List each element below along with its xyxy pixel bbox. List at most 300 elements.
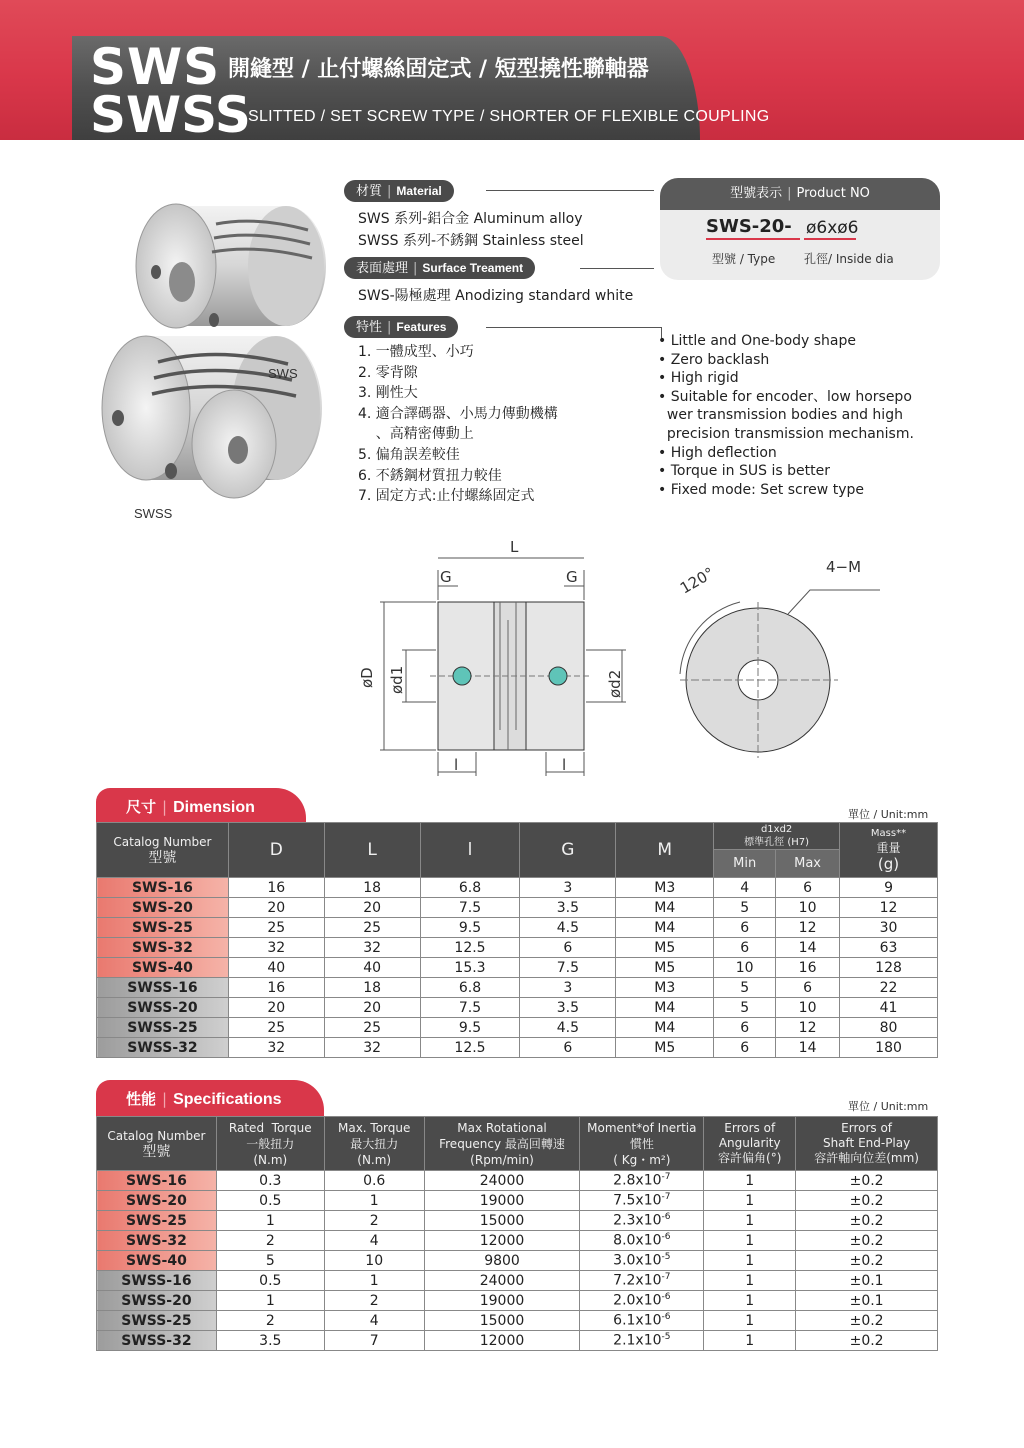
- dim-cell-G: 4.5: [520, 1018, 616, 1038]
- dim-cell-l: 9.5: [420, 918, 520, 938]
- dim-cell-catalog: SWSS-25: [97, 1018, 229, 1038]
- dim-cell-l: 12.5: [420, 938, 520, 958]
- spec-cell-endplay: ±0.1: [796, 1291, 938, 1311]
- feature-zh-item: 1. 一體成型、小巧: [358, 344, 474, 360]
- dim-col-L: L: [324, 823, 420, 878]
- spec-cell-rated: 1: [216, 1291, 324, 1311]
- dim-cell-max: 16: [776, 958, 840, 978]
- spec-cell-rpm: 15000: [424, 1211, 580, 1231]
- table-row: [97, 1331, 938, 1351]
- surface-pill: 表面處理 | Surface Treament: [344, 257, 535, 279]
- spec-cell-rpm: 15000: [424, 1311, 580, 1331]
- dim-cell-l: 15.3: [420, 958, 520, 978]
- spec-col-ang-en2: Angularity: [718, 1136, 781, 1150]
- table-row: [97, 1191, 938, 1211]
- spec-cell-inertia-exp: -6: [661, 1232, 671, 1243]
- drawing-label-d1: ød1: [388, 665, 406, 694]
- feature-en-item: • Little and One-body shape: [658, 333, 856, 349]
- dim-cell-min: 5: [714, 978, 776, 998]
- dim-col-min: Min: [714, 850, 776, 878]
- product-no-sub-dia: 孔徑/ Inside dia: [804, 252, 894, 266]
- dim-cell-l: 9.5: [420, 1018, 520, 1038]
- dim-cell-D: 32: [228, 938, 324, 958]
- dim-cell-L: 18: [324, 978, 420, 998]
- spec-cell-rated: 2: [216, 1311, 324, 1331]
- spec-cell-inertia-base: 6.1x10: [613, 1312, 662, 1329]
- spec-cell-inertia-exp: -7: [661, 1272, 671, 1283]
- spec-cell-catalog: SWS-32: [97, 1231, 217, 1251]
- dimension-table-body: [97, 878, 938, 1058]
- dim-cell-L: 25: [324, 918, 420, 938]
- feature-zh-item: 、高精密傳動上: [358, 426, 474, 443]
- dim-cell-D: 40: [228, 958, 324, 978]
- spec-title-zh: 性能: [126, 1090, 157, 1108]
- spec-cell-endplay: ±0.2: [796, 1231, 938, 1251]
- dim-cell-mass: 128: [840, 958, 938, 978]
- table-row: [97, 998, 938, 1018]
- dim-cell-G: 3.5: [520, 998, 616, 1018]
- feature-zh-item: 3. 剛性大: [358, 385, 418, 402]
- dim-cell-L: 32: [324, 938, 420, 958]
- dim-cell-max: 6: [776, 878, 840, 898]
- spec-cell-inertia: [580, 1331, 704, 1351]
- spec-cell-rated: 1: [216, 1211, 324, 1231]
- features-pill: 特性 | Features: [344, 316, 458, 338]
- product-no-sub-type: 型號 / Type: [712, 252, 776, 266]
- material-rule: [486, 190, 654, 191]
- spec-cell-endplay: ±0.1: [796, 1271, 938, 1291]
- dim-cell-D: 20: [228, 998, 324, 1018]
- dim-cell-mass: 41: [840, 998, 938, 1018]
- spec-cell-inertia-base: 2.0x10: [613, 1292, 662, 1309]
- spec-col-rot-en: Max Rotational: [457, 1120, 547, 1135]
- surface-rule: [580, 268, 654, 269]
- feature-en-item: • Zero backlash: [658, 351, 770, 368]
- product-no-underline-dia: [804, 238, 856, 240]
- dim-cell-max: 14: [776, 938, 840, 958]
- spec-col-rotational: [424, 1117, 580, 1171]
- dim-cell-M: M5: [616, 958, 714, 978]
- dim-cell-max: 6: [776, 978, 840, 998]
- spec-cell-endplay: ±0.2: [796, 1331, 938, 1351]
- spec-col-endplay: [796, 1117, 938, 1171]
- spec-cell-inertia-exp: -6: [661, 1292, 671, 1303]
- feature-zh-item: 7. 固定方式:止付螺絲固定式: [358, 488, 535, 505]
- table-row: [97, 898, 938, 918]
- dim-cell-catalog: SWS-25: [97, 918, 229, 938]
- spec-cell-inertia: [580, 1171, 704, 1191]
- spec-cell-catalog: SWS-25: [97, 1211, 217, 1231]
- spec-col-inertia-unit: ( Kg・m²): [613, 1152, 671, 1167]
- spec-col-max: [324, 1117, 424, 1171]
- spec-cell-max: 4: [324, 1311, 424, 1331]
- dim-cell-L: 20: [324, 998, 420, 1018]
- spec-cell-angularity: 1: [704, 1231, 796, 1251]
- dim-cell-catalog: SWSS-16: [97, 978, 229, 998]
- table-row: [97, 938, 938, 958]
- dim-cell-min: 6: [714, 1038, 776, 1058]
- dim-cell-M: M5: [616, 1038, 714, 1058]
- spec-cell-inertia-exp: -7: [661, 1192, 671, 1203]
- dim-cell-catalog: SWS-20: [97, 898, 229, 918]
- spec-cell-angularity: 1: [704, 1311, 796, 1331]
- spec-cell-catalog: SWSS-32: [97, 1331, 217, 1351]
- dimension-title-zh: 尺寸: [126, 798, 157, 816]
- spec-cell-angularity: 1: [704, 1171, 796, 1191]
- specifications-table-body: [97, 1171, 938, 1351]
- dim-col-M: M: [616, 823, 714, 878]
- material-pill-en: Material: [396, 184, 442, 198]
- dim-col-bore: [714, 823, 840, 850]
- spec-cell-inertia-base: 8.0x10: [613, 1232, 662, 1249]
- dim-cell-min: 5: [714, 998, 776, 1018]
- product-no-underline-type: [706, 238, 800, 240]
- dimension-table: [96, 822, 938, 1058]
- dim-cell-D: 16: [228, 978, 324, 998]
- spec-cell-catalog: SWSS-16: [97, 1271, 217, 1291]
- surface-line-1: SWS-陽極處理 Anodizing standard white: [358, 288, 634, 304]
- surface-pill-en: Surface Treament: [422, 261, 524, 275]
- features-pill-zh: 特性: [356, 320, 383, 335]
- dim-cell-catalog: SWS-32: [97, 938, 229, 958]
- spec-cell-endplay: ±0.2: [796, 1171, 938, 1191]
- dim-cell-min: 6: [714, 1018, 776, 1038]
- table-row: [97, 878, 938, 898]
- spec-cell-catalog: SWSS-20: [97, 1291, 217, 1311]
- title-swss: SWSS: [90, 86, 251, 144]
- spec-cell-max: 10: [324, 1251, 424, 1271]
- feature-en-item: • High rigid: [658, 370, 739, 387]
- spec-cell-inertia-base: 2.3x10: [613, 1212, 662, 1229]
- features-rule: [486, 327, 662, 328]
- dim-cell-M: M4: [616, 998, 714, 1018]
- spec-col-inertia-zh: 慣性: [629, 1136, 654, 1151]
- table-row: [97, 1231, 938, 1251]
- feature-en-item: • Torque in SUS is better: [658, 463, 830, 480]
- spec-cell-endplay: ±0.2: [796, 1211, 938, 1231]
- spec-cell-inertia-exp: -6: [661, 1312, 671, 1323]
- dim-cell-max: 12: [776, 918, 840, 938]
- dim-cell-L: 20: [324, 898, 420, 918]
- swss-coupling-image: [102, 336, 322, 498]
- spec-cell-angularity: 1: [704, 1251, 796, 1271]
- dim-cell-M: M3: [616, 978, 714, 998]
- dim-col-bore-zh: 標準孔徑 (H7): [744, 837, 810, 848]
- feature-zh-item: 4. 適合譯碼器、小馬力傳動機構: [358, 405, 558, 422]
- dim-cell-max: 12: [776, 1018, 840, 1038]
- dim-cell-mass: 22: [840, 978, 938, 998]
- dim-cell-G: 3: [520, 878, 616, 898]
- material-line-2: SWSS 系列-不銹鋼 Stainless steel: [358, 233, 584, 249]
- spec-cell-max: 4: [324, 1231, 424, 1251]
- spec-cell-endplay: ±0.2: [796, 1191, 938, 1211]
- table-row: [97, 1251, 938, 1271]
- product-no-dia: ø6xø6: [806, 218, 859, 238]
- product-photo: [96, 186, 336, 516]
- spec-col-ang-en1: Errors of: [724, 1121, 776, 1135]
- spec-cell-endplay: ±0.2: [796, 1311, 938, 1331]
- spec-cell-inertia-base: 7.2x10: [613, 1272, 662, 1289]
- dim-cell-min: 10: [714, 958, 776, 978]
- dim-col-mass: [840, 823, 938, 878]
- feature-en-item: • Fixed mode: Set screw type: [658, 481, 864, 498]
- dim-cell-min: 4: [714, 878, 776, 898]
- spec-cell-rated: 0.5: [216, 1191, 324, 1211]
- spec-cell-rpm: 19000: [424, 1291, 580, 1311]
- spec-cell-catalog: SWSS-25: [97, 1311, 217, 1331]
- spec-cell-angularity: 1: [704, 1291, 796, 1311]
- feature-zh-item: 2. 零背隙: [358, 364, 418, 381]
- title-english: SLITTED / SET SCREW TYPE / SHORTER OF FLEXIBLE COUPLING: [248, 108, 770, 125]
- dim-cell-min: 6: [714, 918, 776, 938]
- dim-cell-G: 4.5: [520, 918, 616, 938]
- spec-cell-inertia-base: 2.1x10: [613, 1332, 662, 1349]
- dim-col-mass-en: Mass**: [870, 827, 907, 839]
- drawing-label-d2: ød2: [606, 669, 624, 698]
- drawing-label-l1: l: [454, 756, 459, 774]
- spec-cell-rated: 3.5: [216, 1331, 324, 1351]
- technical-drawing: [340, 530, 900, 790]
- spec-col-rated-unit: (N.m): [253, 1152, 288, 1167]
- feature-en-item: • High deflection: [658, 444, 777, 461]
- spec-col-max-unit: (N.m): [357, 1152, 392, 1167]
- feature-en-item: wer transmission bodies and high: [658, 407, 903, 424]
- product-no-head-zh: 型號表示: [730, 186, 783, 201]
- dimension-section-header: 尺寸 | Dimension: [96, 788, 306, 824]
- dim-col-catalog-en: Catalog Number: [113, 835, 212, 849]
- spec-cell-max: 2: [324, 1291, 424, 1311]
- dim-cell-mass: 80: [840, 1018, 938, 1038]
- spec-cell-endplay: ±0.2: [796, 1251, 938, 1271]
- spec-col-rot-zh: Frequency 最高回轉速: [439, 1136, 565, 1151]
- spec-col-ang-zh: 容許偏角(°): [718, 1151, 782, 1165]
- dim-col-catalog: [97, 823, 229, 878]
- dim-cell-G: 6: [520, 938, 616, 958]
- product-no-header: 型號表示 | Product NO: [660, 178, 940, 210]
- dim-cell-catalog: SWSS-32: [97, 1038, 229, 1058]
- feature-en-item: • Suitable for encoder、low horsepo: [658, 388, 912, 405]
- spec-cell-inertia: [580, 1191, 704, 1211]
- dim-col-mass-zh: 重量: [876, 840, 901, 855]
- spec-cell-rpm: 12000: [424, 1231, 580, 1251]
- spec-col-inertia-en: Moment*of Inertia: [587, 1120, 697, 1135]
- dim-cell-min: 5: [714, 898, 776, 918]
- dim-cell-l: 6.8: [420, 878, 520, 898]
- spec-col-rated-en: Rated Torque: [228, 1120, 312, 1135]
- spec-cell-max: 0.6: [324, 1171, 424, 1191]
- spec-col-end-en1: Errors of: [841, 1121, 893, 1135]
- dim-cell-L: 18: [324, 878, 420, 898]
- spec-cell-inertia-base: 2.8x10: [613, 1172, 662, 1189]
- dim-cell-mass: 12: [840, 898, 938, 918]
- dim-cell-G: 7.5: [520, 958, 616, 978]
- product-no-box: [660, 178, 940, 280]
- dim-cell-max: 10: [776, 898, 840, 918]
- dim-col-max: Max: [776, 850, 840, 878]
- spec-cell-catalog: SWS-40: [97, 1251, 217, 1271]
- spec-cell-angularity: 1: [704, 1331, 796, 1351]
- dim-cell-l: 6.8: [420, 978, 520, 998]
- dim-cell-L: 32: [324, 1038, 420, 1058]
- spec-cell-rated: 0.3: [216, 1171, 324, 1191]
- dim-cell-max: 14: [776, 1038, 840, 1058]
- table-row: [97, 958, 938, 978]
- dim-cell-catalog: SWS-40: [97, 958, 229, 978]
- material-line-1: SWS 系列-鋁合金 Aluminum alloy: [358, 211, 583, 227]
- spec-cell-catalog: SWS-16: [97, 1171, 217, 1191]
- spec-col-catalog: [97, 1117, 217, 1171]
- table-row: [97, 1171, 938, 1191]
- spec-col-angularity: [704, 1117, 796, 1171]
- table-row: [97, 1018, 938, 1038]
- table-row: [97, 918, 938, 938]
- spec-cell-angularity: 1: [704, 1191, 796, 1211]
- dim-cell-l: 7.5: [420, 998, 520, 1018]
- spec-unit: 單位 / Unit:mm: [848, 1100, 929, 1113]
- table-row: [97, 1271, 938, 1291]
- feature-zh-item: 5. 偏角誤差較佳: [358, 446, 460, 463]
- spec-col-max-en: Max. Torque: [337, 1120, 411, 1135]
- sws-coupling-image: [136, 204, 326, 328]
- spec-cell-inertia-base: 7.5x10: [613, 1192, 662, 1209]
- dim-cell-catalog: SWS-16: [97, 878, 229, 898]
- title-sws: SWS: [90, 38, 221, 96]
- spec-cell-angularity: 1: [704, 1271, 796, 1291]
- drawing-label-L: L: [510, 538, 519, 556]
- dim-cell-catalog: SWSS-20: [97, 998, 229, 1018]
- dim-cell-D: 32: [228, 1038, 324, 1058]
- spec-col-end-en2: Shaft End-Play: [822, 1136, 911, 1150]
- spec-cell-inertia-exp: -6: [661, 1212, 671, 1223]
- spec-cell-inertia-exp: -7: [661, 1172, 671, 1183]
- feature-zh-item: 6. 不銹鋼材質扭力較佳: [358, 467, 502, 484]
- table-row: [97, 1038, 938, 1058]
- drawing-label-D: øD: [358, 667, 376, 688]
- spec-cell-max: 7: [324, 1331, 424, 1351]
- dim-cell-l: 12.5: [420, 1038, 520, 1058]
- spec-title-en: Specifications: [173, 1091, 282, 1108]
- dimension-unit: 單位 / Unit:mm: [848, 808, 929, 821]
- dim-cell-mass: 30: [840, 918, 938, 938]
- table-row: [97, 1211, 938, 1231]
- specifications-table: [96, 1116, 938, 1351]
- dim-cell-M: M4: [616, 918, 714, 938]
- spec-col-rated-zh: 一般扭力: [246, 1136, 295, 1151]
- table-row: [97, 1311, 938, 1331]
- dim-cell-D: 25: [228, 1018, 324, 1038]
- dim-cell-D: 16: [228, 878, 324, 898]
- dim-cell-min: 6: [714, 938, 776, 958]
- spec-cell-max: 1: [324, 1191, 424, 1211]
- features-chinese-list: [358, 342, 558, 507]
- spec-cell-max: 2: [324, 1211, 424, 1231]
- spec-cell-rpm: 24000: [424, 1171, 580, 1191]
- product-no-head-en: Product NO: [796, 186, 870, 201]
- dim-col-bore-top: d1xd2: [760, 824, 793, 835]
- spec-cell-rpm: 19000: [424, 1191, 580, 1211]
- product-no-code: SWS-20-: [706, 216, 792, 237]
- features-pill-en: Features: [396, 320, 447, 334]
- features-english-list: [658, 332, 914, 499]
- spec-cell-inertia-base: 3.0x10: [613, 1252, 662, 1269]
- spec-cell-inertia-exp: -5: [661, 1252, 671, 1263]
- title-chinese: 開縫型 / 止付螺絲固定式 / 短型撓性聯軸器: [228, 57, 649, 82]
- dim-cell-M: M5: [616, 938, 714, 958]
- spec-cell-rpm: 24000: [424, 1271, 580, 1291]
- spec-cell-rated: 0.5: [216, 1271, 324, 1291]
- dimension-title-en: Dimension: [173, 799, 255, 816]
- spec-cell-rated: 2: [216, 1231, 324, 1251]
- dim-col-catalog-zh: 型號: [148, 850, 177, 866]
- spec-cell-angularity: 1: [704, 1211, 796, 1231]
- drawing-label-G2: G: [566, 568, 578, 586]
- photo-label-swss: SWSS: [134, 506, 173, 521]
- drawing-label-l2: l: [562, 756, 567, 774]
- dim-col-G: G: [520, 823, 616, 878]
- table-row: [97, 1291, 938, 1311]
- spec-cell-max: 1: [324, 1271, 424, 1291]
- dim-cell-D: 20: [228, 898, 324, 918]
- feature-en-item: precision transmission mechanism.: [658, 425, 914, 442]
- spec-cell-inertia: [580, 1271, 704, 1291]
- drawing-label-angle: 120°: [677, 563, 718, 598]
- dim-cell-G: 3: [520, 978, 616, 998]
- spec-cell-inertia: [580, 1211, 704, 1231]
- dim-col-D: D: [228, 823, 324, 878]
- spec-col-rated: [216, 1117, 324, 1171]
- spec-col-catalog-en: Catalog Number: [107, 1128, 206, 1143]
- dim-col-l: l: [420, 823, 520, 878]
- dim-cell-max: 10: [776, 998, 840, 1018]
- spec-cell-rpm: 12000: [424, 1331, 580, 1351]
- spec-cell-catalog: SWS-20: [97, 1191, 217, 1211]
- dim-cell-mass: 180: [840, 1038, 938, 1058]
- dim-cell-G: 6: [520, 1038, 616, 1058]
- spec-col-catalog-zh: 型號: [142, 1143, 171, 1160]
- drawing-label-G1: G: [440, 568, 452, 586]
- dim-cell-mass: 9: [840, 878, 938, 898]
- dim-cell-mass: 63: [840, 938, 938, 958]
- specifications-section-header: 性能 | Specifications: [96, 1080, 324, 1116]
- dim-cell-M: M4: [616, 898, 714, 918]
- spec-cell-rpm: 9800: [424, 1251, 580, 1271]
- table-row: [97, 978, 938, 998]
- spec-col-rot-unit: (Rpm/min): [470, 1152, 534, 1167]
- surface-pill-zh: 表面處理: [356, 261, 409, 276]
- drawing-label-M: 4−M: [826, 558, 862, 576]
- spec-cell-inertia: [580, 1291, 704, 1311]
- spec-col-end-zh: 容許軸向位差(mm): [814, 1151, 919, 1165]
- dim-col-mass-unit: (g): [877, 854, 900, 873]
- dim-cell-L: 25: [324, 1018, 420, 1038]
- dim-cell-l: 7.5: [420, 898, 520, 918]
- spec-cell-rated: 5: [216, 1251, 324, 1271]
- dim-cell-G: 3.5: [520, 898, 616, 918]
- material-pill: 材質 | Material: [344, 180, 454, 202]
- dim-cell-M: M4: [616, 1018, 714, 1038]
- spec-cell-inertia: [580, 1251, 704, 1271]
- spec-col-inertia: [580, 1117, 704, 1171]
- material-pill-zh: 材質: [356, 184, 383, 199]
- dim-cell-L: 40: [324, 958, 420, 978]
- spec-col-max-zh: 最大扭力: [350, 1136, 399, 1151]
- spec-cell-inertia: [580, 1231, 704, 1251]
- dim-cell-M: M3: [616, 878, 714, 898]
- dim-cell-D: 25: [228, 918, 324, 938]
- photo-label-sws: SWS: [268, 366, 298, 381]
- spec-cell-inertia-exp: -5: [661, 1332, 671, 1343]
- spec-cell-inertia: [580, 1311, 704, 1331]
